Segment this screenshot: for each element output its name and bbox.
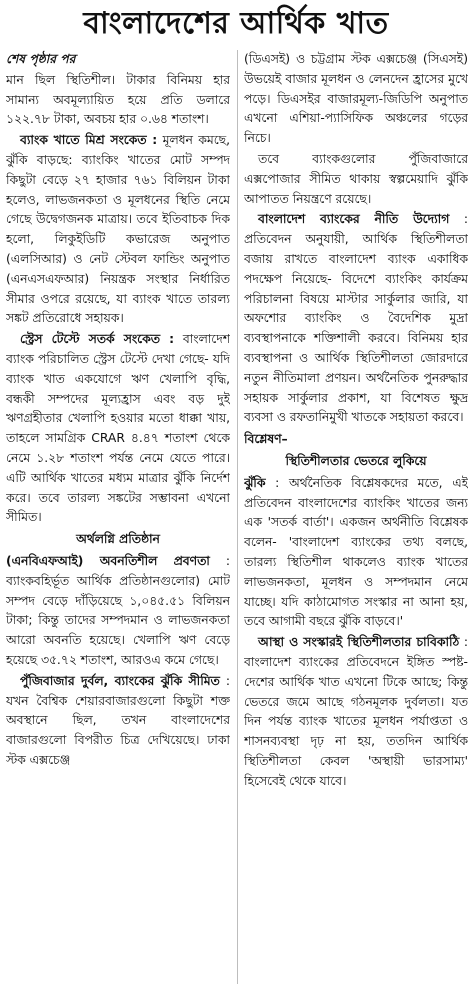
section-body: বাংলাদেশ ব্যাংক পরিচালিত স্ট্রেস টেস্টে দেখা গেছে- যদি ব্যাংক খাত একযোগে ঋণ খেলাপি বৃদ্ধি, বন্ধকী সম্পদের মূল্যহ্রাস এবং বড় দুই ঋণগ্রহীতার খেলাপি হওয়ার মতো ধাক্কা খায়, তাহলে সামগ্রিক CRAR ৪.৪৭ শতাংশ থেকে নেমে ১.২৮ শতাংশ পর্যন্ত নেমে যেতে পারে। এটি আর্থিক খাতের মধ্যম মাত্রার ঝুঁকি নির্দেশ করে। তবে তারল্য সঙ্কটের সম্ভাবনা এখনো সীমিত। <box>6 332 230 525</box>
section-heading: আস্থা ও সংস্কারই স্থিতিশীলতার চাবিকাঠি <box>258 635 460 650</box>
section-body: : বাংলাদেশ ব্যাংকের প্রতিবেদনে ইঙ্গিত স্পষ্ট- দেশের আর্থিক খাত এখনো টিকে আছে; কিন্তু ভেতরে জমে আছে গঠনমূলক দুর্বলতা। যত দিন পর্যন্ত ব্যাংক খাতের মূলধন পর্যাপ্ততা ও শাসনব্যবস্থা দৃঢ় না হয়, ততদিন আর্থিক স্থিতিশীলতা কেবল 'অস্থায়ী ভারসাম্য' হিসেবেই থেকে যাবে। <box>244 635 468 788</box>
left-column <box>6 50 230 984</box>
section-heading: (এনবিএফআই) অবনতিশীল প্রবণতা <box>6 553 210 568</box>
section-paragraph <box>6 330 230 528</box>
analysis-label: বিশ্লেষণ– <box>244 432 288 447</box>
section-paragraph <box>6 672 230 771</box>
section-body: : ব্যাংকবহির্ভূত আর্থিক প্রতিষ্ঠানগুলোর) মোট সম্পদ বেড়ে দাঁড়িয়েছে ১,০৪৫.৫১ বিলিয়ন টাকা; কিন্তু তাদের সম্পদমান ও লাভজনকতা আরো অবনতি হয়েছে। খেলাপি ঋণ বেড়ে হয়েছে ৩৫.৭২ শতাংশ, আরওএ কমে গেছে। <box>6 553 230 667</box>
right-column <box>244 50 468 984</box>
section-body: : যখন বৈশ্বিক শেয়ারবাজারগুলো কিছুটা শক্ত অবস্থানে ছিল, তখন বাংলাদেশের বাজারগুলো বিপরীত চিত্র দেখিয়েছে। ঢাকা স্টক এক্সচেঞ্জ <box>6 673 230 767</box>
section-heading: ঝুঁকি <box>244 475 266 490</box>
section-heading: অর্থলগ্নি প্রতিষ্ঠান <box>76 532 160 547</box>
section-heading: স্থিতিশীলতার ভেতরে লুকিয়ে <box>285 453 427 468</box>
section-paragraph <box>6 131 230 329</box>
section-body: : প্রতিবেদন অনুযায়ী, আর্থিক স্থিতিশীলতা বজায় রাখতে বাংলাদেশ ব্যাংক একাধিক পদক্ষেপ নিয়েছে- বিদেশে ব্যাংকিং কার্যক্রম পরিচালনা বিষয়ে মাস্টার সার্কুলার জারি, যা অফশোর ব্যাংকিং ও বৈদেশিক মুদ্রা ব্যবস্থাপনাকে শক্তিশালী করবে। বিনিময় হার ব্যবস্থাপনা ও আর্থিক স্থিতিশীলতা জোরদারে নতুন নীতিমালা প্রণয়ন। অর্থনৈতিক পুনরুদ্ধার সহায়ক সার্কুলার প্রকাশ, যা বিশেষত ক্ষুদ্র ব্যবসা ও রফতানিমুখী খাতকে সহায়তা করবে। <box>244 212 468 425</box>
section-heading: বাংলাদেশ ব্যাংকের নীতি উদ্যোগ <box>258 212 450 227</box>
section-paragraph <box>244 633 468 791</box>
section-heading: স্ট্রেস টেস্টে সতর্ক সংকেত : <box>20 332 175 347</box>
paragraph: তবে ব্যাংকগুলোর পুঁজিবাজারে এক্সপোজার সীমিত থাকায় স্বল্পমেয়াদি ঝুঁকি আপাতত নিয়ন্ত্রণে রয়েছে। <box>244 151 468 206</box>
section-heading: পুঁজিবাজার দুর্বল, ব্যাংকের ঝুঁকি সীমিত <box>20 673 220 688</box>
section-body: মূলধন কমছে, ঝুঁকি বাড়ছে: ব্যাংকিং খাতের মোট সম্পদ কিছুটা বেড়ে ২৭ হাজার ৭৬১ বিলিয়ন টাকা হলেও, লাভজনকতা ও মূলধনের স্থিতি নেমে গেছে উদ্বেগজনক মাত্রায়। তবে ইতিবাচক দিক হলো, লিকুইডিটি কভারেজ অনুপাত (এলসিআর) ও নেট স্টেবল ফান্ডিং অনুপাত (এনএসএফআর) নিয়ন্ত্রক সংস্থার নির্ধারিত সীমার ওপরে রয়েছে, যা ব্যাংক খাতে তারল্য সঙ্কট প্রতিরোধে সহায়ক। <box>6 133 230 326</box>
section-paragraph <box>244 474 468 632</box>
paragraph <box>6 50 230 70</box>
continuation-tag: শেষ পৃষ্ঠার পর <box>6 52 76 66</box>
section-paragraph <box>244 210 468 428</box>
section-body: : অর্থনৈতিক বিশ্লেষকদের মতে, এই প্রতিবেদন বাংলাদেশের ব্যাংকিং খাতের জন্য এক 'সতর্ক বার্তা'। একজন অর্থনীতি বিশ্লেষক বলেন- 'বাংলাদেশ ব্যাংকের তথ্য বলছে, তারল্য স্থিতিশীল থাকলেও ব্যাংক খাতের লাভজনকতা, মূলধন ও সম্পদমান নেমে যাচ্ছে। যদি কাঠামোগত সংস্কার না আনা হয়, তবে আগামী বছরে ঝুঁকি বাড়বে।' <box>244 475 468 629</box>
paragraph: মান ছিল স্থিতিশীল। টাকার বিনিময় হার সামান্য অবমূল্যায়িত হয়ে প্রতি ডলারে ১২২.৭৮ টাকা, অবচয় হার ০.৬৪ শতাংশ। <box>6 72 230 127</box>
column-divider <box>237 50 238 984</box>
headline: বাংলাদেশের আর্থিক খাত <box>83 6 389 41</box>
section-heading: ব্যাংক খাতে মিশ্র সংকেত : <box>20 133 158 148</box>
section-paragraph <box>6 552 230 671</box>
paragraph: (ডিএসই) ও চট্টগ্রাম স্টক এক্সচেঞ্জ (সিএসই) উভয়েই বাজার মূলধন ও লেনদেন হ্রাসের মুখে পড়ে। ডিএসইর বাজারমূল্য-জিডিপি অনুপাত এখনো এশিয়া-প্যাসিফিক অঞ্চলের গড়ের নিচে। <box>244 52 468 146</box>
